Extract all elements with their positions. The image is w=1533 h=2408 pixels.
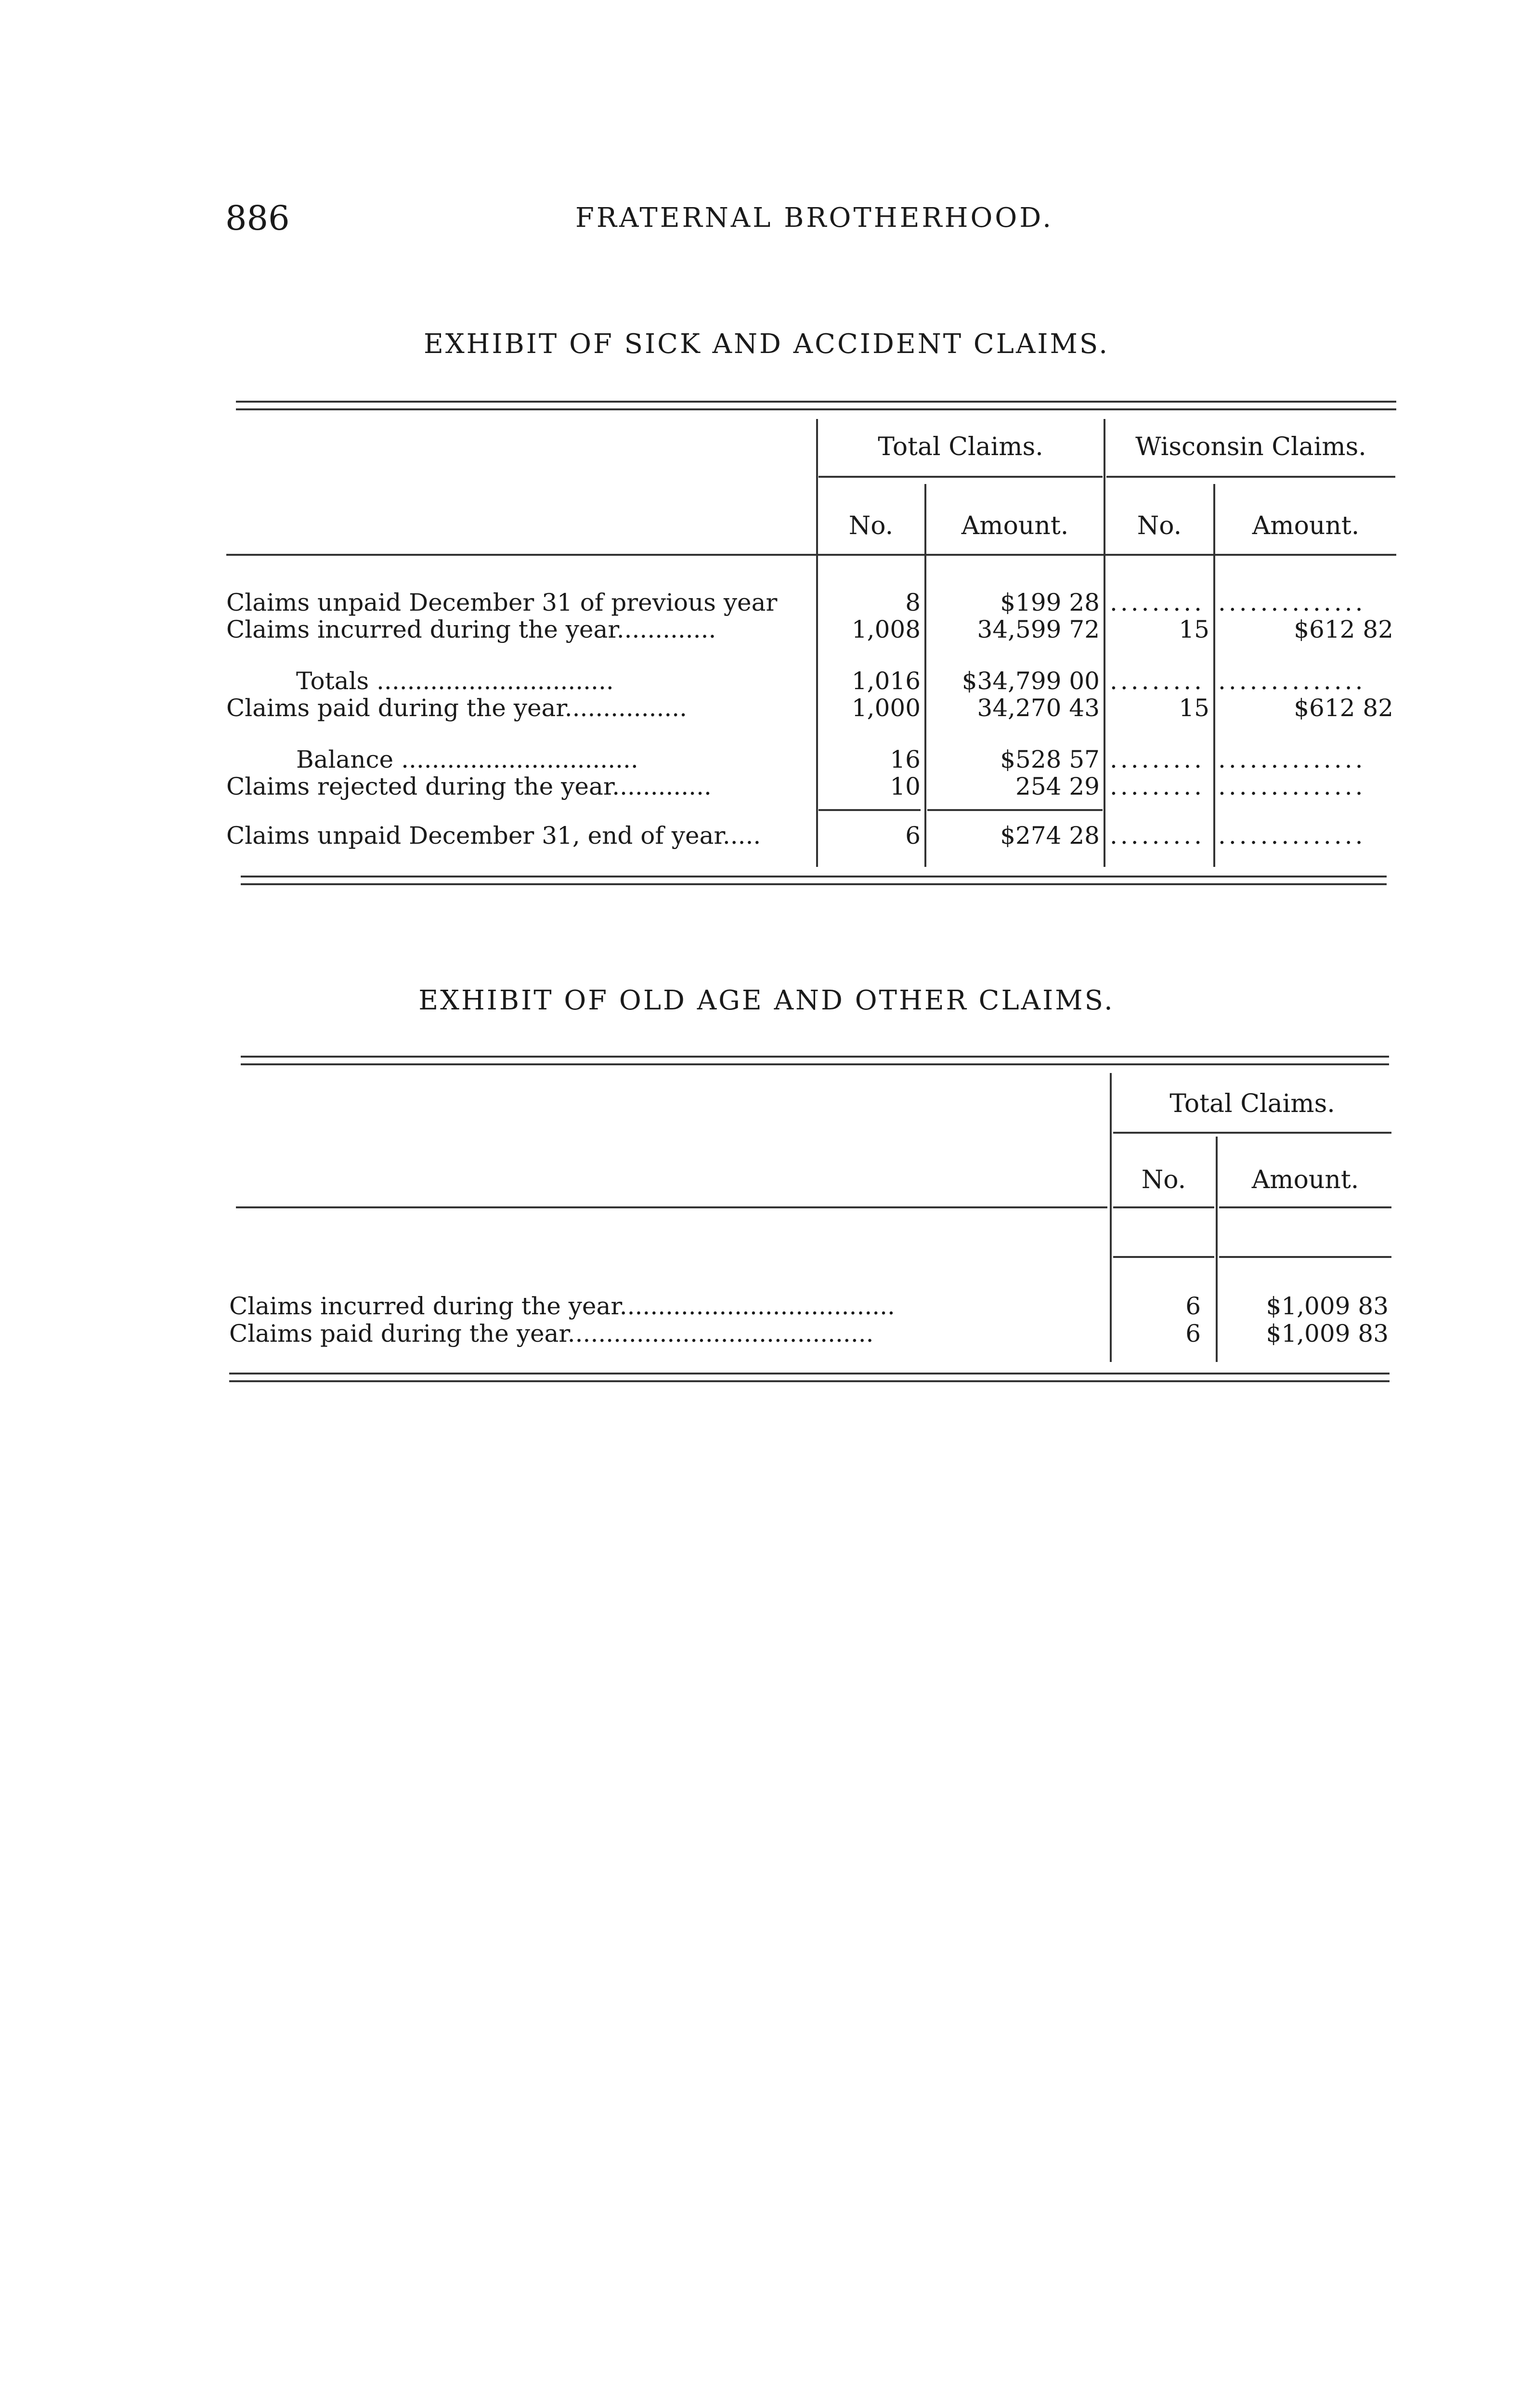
table-bottom-rule (241, 876, 1387, 877)
group-header-rule (818, 476, 1103, 478)
table-bottom-rule (229, 1373, 1390, 1374)
col-divider (1213, 484, 1215, 867)
row-no: 8 (905, 589, 921, 616)
row-label: Claims paid during the year................ (226, 694, 688, 722)
table-bottom-rule-2 (229, 1380, 1390, 1382)
header-bottom-rule (1113, 1206, 1214, 1208)
sick-accident-title: EXHIBIT OF SICK AND ACCIDENT CLAIMS. (423, 328, 1110, 360)
leader-dots: .............. (1218, 667, 1366, 695)
leader-dots: .............. (1218, 746, 1366, 773)
total-claims-header: Total Claims. (1169, 1089, 1335, 1118)
table-top-rule-2 (236, 408, 1396, 410)
total-claims-header: Total Claims. (878, 432, 1043, 461)
row-amount: $1,009 83 (1266, 1320, 1389, 1348)
group-header-rule (1113, 1132, 1391, 1134)
leader-dots: ......... (1110, 822, 1205, 850)
page-number: 886 (225, 198, 290, 238)
col-no-header: No. (1141, 1165, 1186, 1194)
subtotal-rule (927, 809, 1103, 811)
old-age-title: EXHIBIT OF OLD AGE AND OTHER CLAIMS. (418, 985, 1115, 1016)
row-amount: $274 28 (1000, 822, 1100, 850)
row-label: Claims incurred during the year............. (226, 615, 716, 643)
row-no: 16 (890, 746, 921, 773)
row-label: Claims rejected during the year............. (226, 772, 712, 800)
subtotal-rule (818, 809, 921, 811)
leader-dots: ......... (1110, 667, 1205, 695)
wisconsin-claims-header: Wisconsin Claims. (1135, 432, 1366, 461)
table-top-rule (241, 1056, 1389, 1058)
leader-dots: ......... (1110, 746, 1205, 773)
row-amount: 34,270 43 (977, 694, 1100, 722)
table-bottom-rule-2 (241, 883, 1387, 885)
row-amount: 34,599 72 (977, 615, 1100, 643)
leader-dots: .............. (1218, 589, 1366, 616)
spacer-rule (1113, 1256, 1214, 1258)
col-divider (1110, 1073, 1112, 1362)
row-no: 1,008 (851, 615, 921, 643)
row-no: 10 (890, 772, 921, 800)
row-amount: $199 28 (1000, 589, 1100, 616)
leader-dots: .............. (1218, 772, 1366, 800)
table-top-rule-2 (241, 1063, 1389, 1065)
row-wisconsin-amount: $612 82 (1294, 694, 1393, 722)
row-label: Claims unpaid December 31 of previous year (226, 589, 778, 616)
row-wisconsin-amount: $612 82 (1294, 615, 1393, 643)
leader-dots: .............. (1218, 822, 1366, 850)
row-label: Claims unpaid December 31, end of year..... (226, 822, 761, 850)
row-no: 1,000 (851, 694, 921, 722)
row-amount: 254 29 (1015, 772, 1100, 800)
row-amount: $34,799 00 (961, 667, 1100, 695)
running-title: FRATERNAL BROTHERHOOD. (575, 202, 1054, 234)
row-no: 6 (905, 822, 921, 850)
col-wisconsin-no-header: No. (1137, 511, 1182, 540)
row-label: Claims paid during the year........................................ (229, 1320, 874, 1348)
leader-dots: ......... (1110, 772, 1205, 800)
row-amount: $528 57 (1000, 746, 1100, 773)
header-bottom-rule (226, 554, 1396, 556)
row-wisconsin-no: 15 (1179, 694, 1209, 722)
col-divider (1104, 419, 1105, 867)
row-no: 6 (1185, 1292, 1201, 1320)
col-divider (1216, 1137, 1218, 1362)
table-top-rule (236, 401, 1396, 403)
row-no: 1,016 (851, 667, 921, 695)
col-amount-header: Amount. (961, 511, 1069, 540)
leader-dots: ......... (1110, 589, 1205, 616)
group-header-rule (1106, 476, 1395, 478)
col-divider (816, 419, 818, 867)
spacer-rule (1219, 1256, 1391, 1258)
row-wisconsin-no: 15 (1179, 615, 1209, 643)
row-label: Totals ............................... (296, 667, 614, 695)
header-bottom-rule (1219, 1206, 1391, 1208)
col-no-header: No. (848, 511, 894, 540)
col-wisconsin-amount-header: Amount. (1252, 511, 1360, 540)
row-label: Balance ............................... (296, 746, 638, 773)
row-label: Claims incurred during the year.................................... (229, 1292, 895, 1320)
row-amount: $1,009 83 (1266, 1292, 1389, 1320)
col-divider (924, 484, 926, 867)
header-bottom-rule (236, 1206, 1107, 1208)
row-no: 6 (1185, 1320, 1201, 1348)
col-amount-header: Amount. (1251, 1165, 1359, 1194)
